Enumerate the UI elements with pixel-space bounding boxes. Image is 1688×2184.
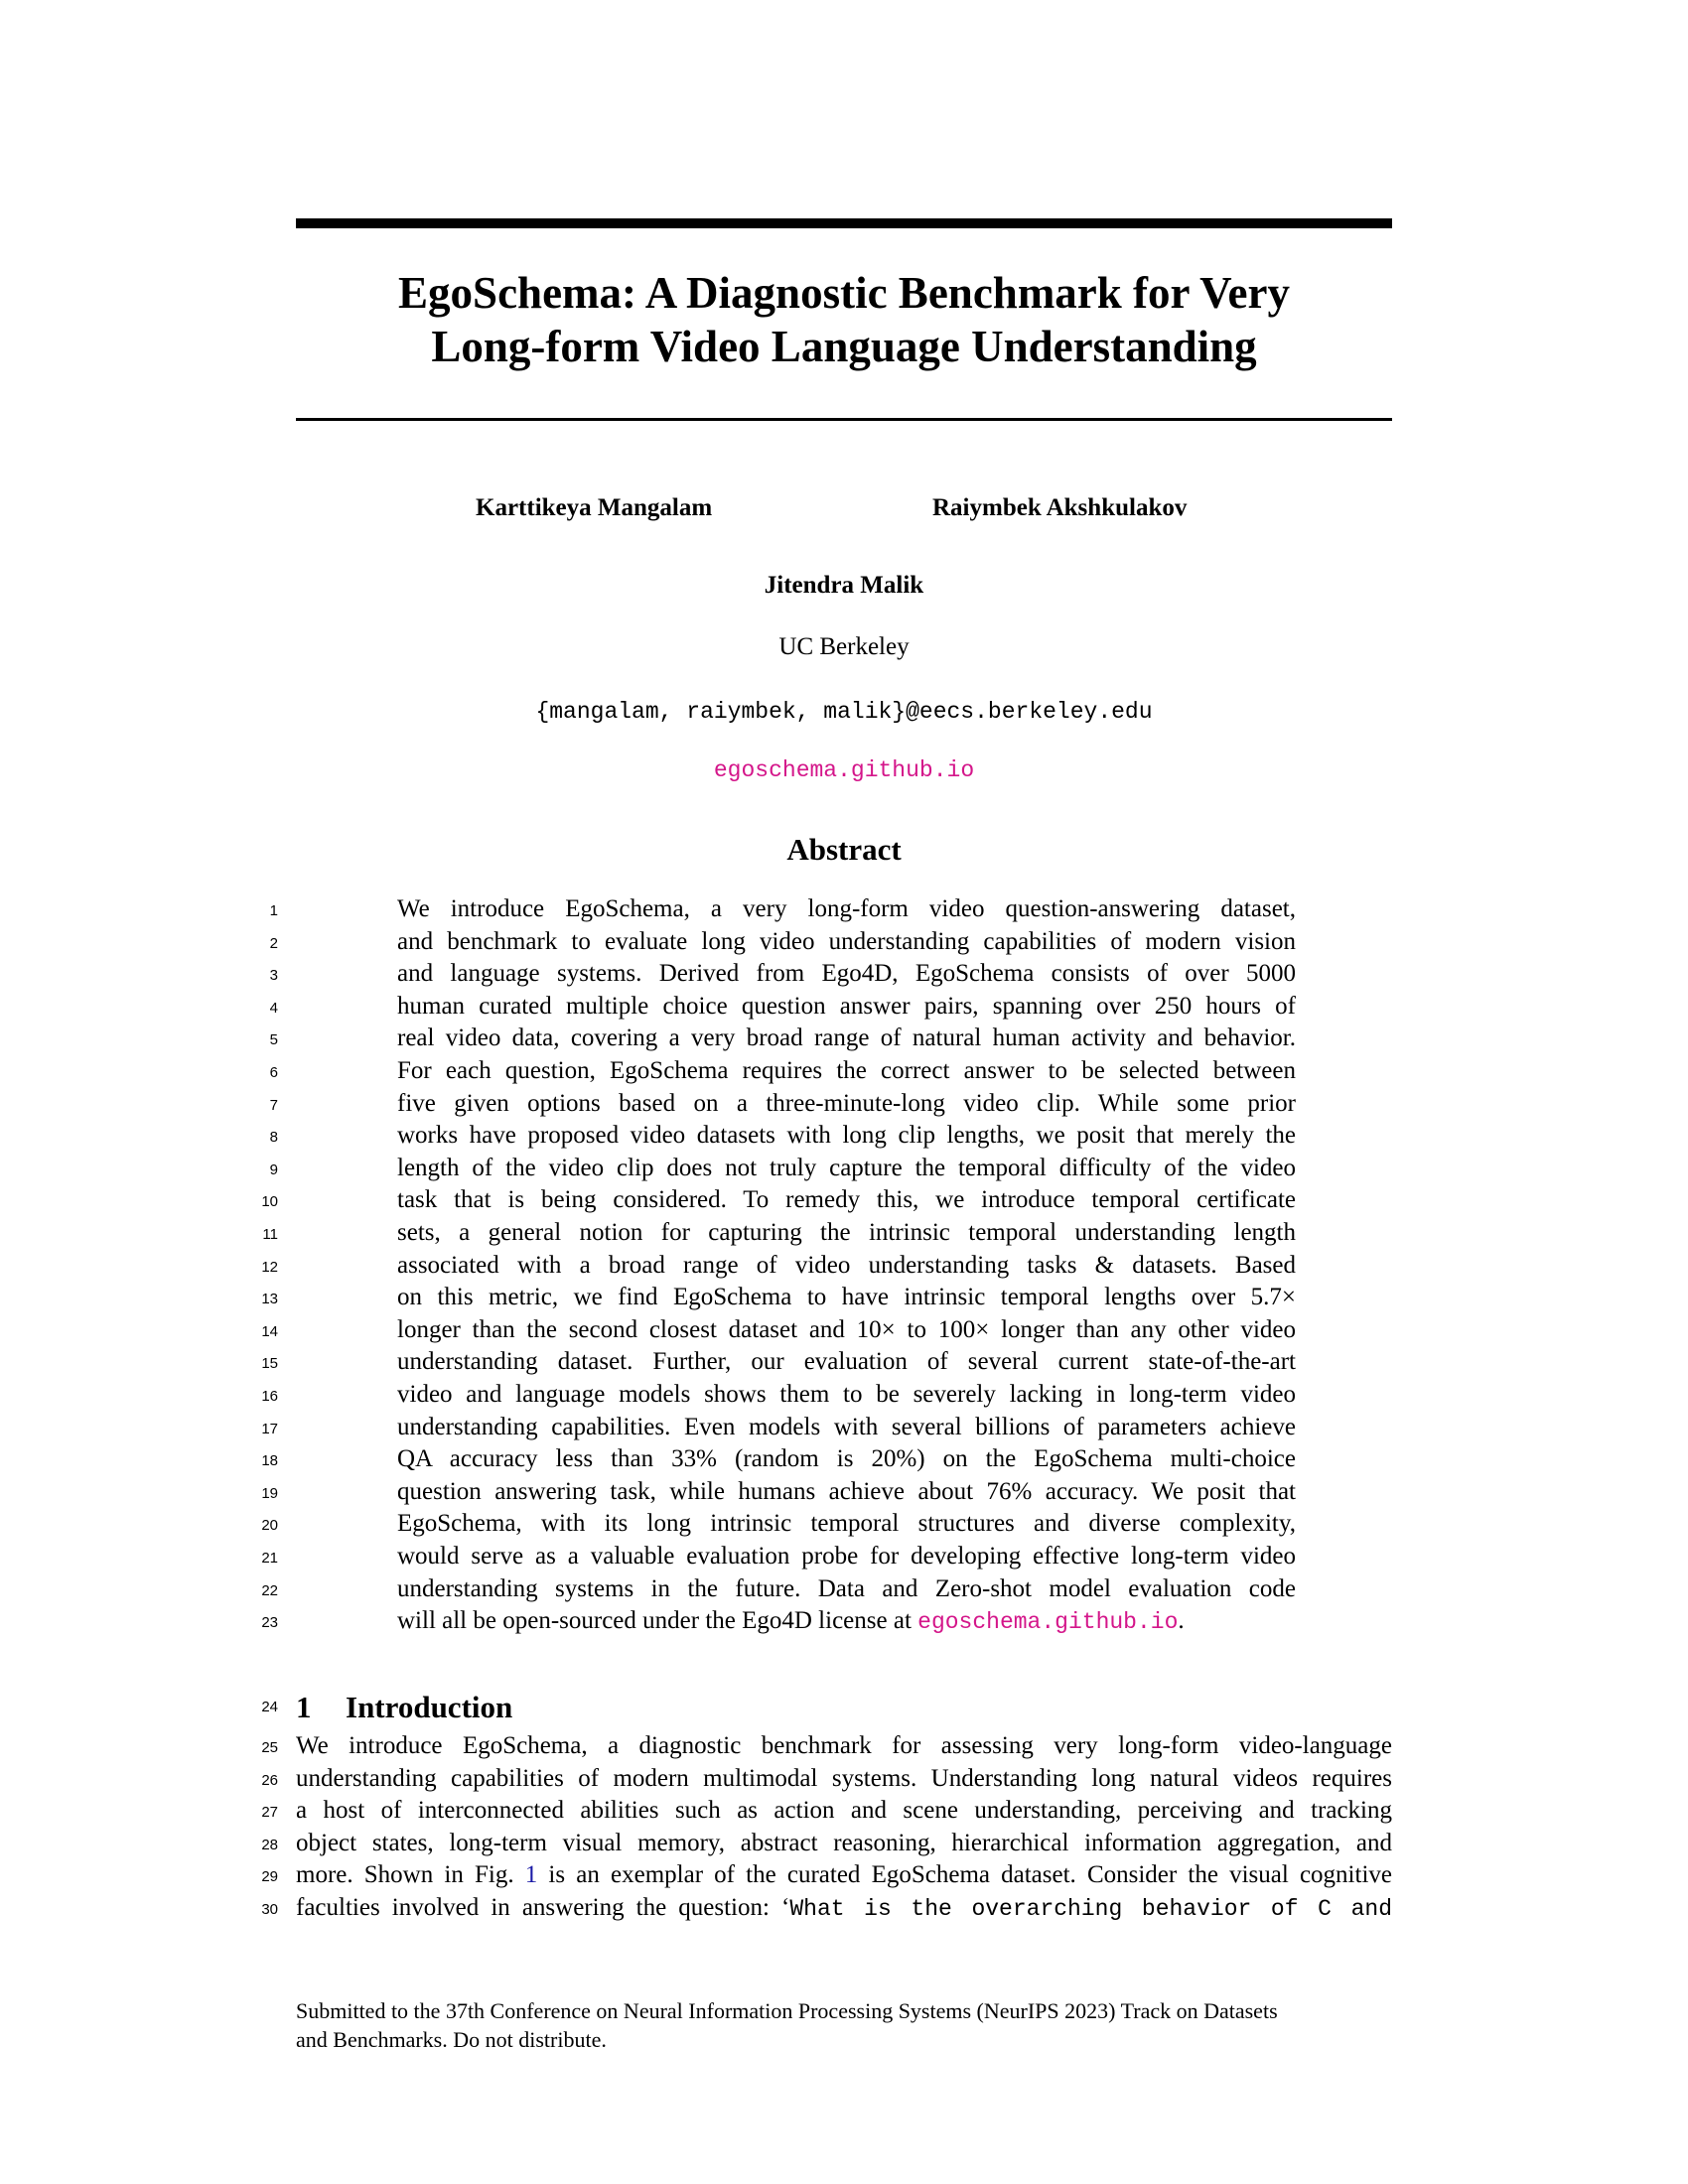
section-heading-introduction [296,1689,512,1726]
abstract-line: QA accuracy less than 33% (random is 20%) on the EgoSchema multi-choice [397,1445,1296,1473]
author-name: Jitendra Malik [764,572,924,599]
line-number: 28 [261,1836,278,1853]
line-number: 24 [261,1699,278,1715]
footnote-line: Submitted to the 37th Conference on Neural Information Processing Systems (NeurIPS 2023) Track on Datasets [296,1998,1278,2023]
author-name: Karttikeya Mangalam [476,494,713,521]
intro-line [296,1893,1392,1924]
abstract-line: EgoSchema, with its long intrinsic temporal structures and diverse complexity, [397,1510,1296,1538]
title-line-2: Long-form Video Language Understanding [431,322,1257,371]
line-number: 4 [269,999,278,1017]
title-bottom-rule [296,418,1392,421]
section-number: 1 [296,1690,312,1724]
line-number: 21 [261,1550,278,1567]
intro-line: We introduce EgoSchema, a diagnostic benchmark for assessing very long-form video-language [296,1732,1392,1759]
intro-line-text: more. Shown in Fig. [296,1861,525,1889]
line-number: 22 [261,1581,278,1599]
abstract-line: five given options based on a three-minute-long video clip. While some prior [397,1089,1296,1117]
line-number: 11 [262,1226,278,1243]
author-email: {mangalam, raiymbek, malik}@eecs.berkeley.edu [535,699,1153,725]
line-number: 1 [269,902,278,919]
title-top-rule [296,218,1392,228]
intro-line: a host of interconnected abilities such as action and scene understanding, perceiving and tracking [296,1797,1392,1825]
abstract-line: real video data, covering a very broad range of natural human activity and behavior. [397,1024,1296,1052]
line-number: 2 [269,934,278,952]
abstract-line: question answering task, while humans achieve about 76% accuracy. We posit that [397,1477,1296,1505]
abstract-line-text: will all be open-sourced under the Ego4D license at [397,1607,918,1635]
line-number: 3 [269,967,278,985]
line-number: 16 [261,1388,278,1405]
affiliation: UC Berkeley [778,633,910,660]
project-website-link[interactable]: egoschema.github.io [713,757,975,783]
line-number: 26 [261,1771,278,1789]
line-number: 29 [261,1868,278,1886]
line-number: 10 [261,1193,278,1211]
line-number: 27 [261,1804,278,1822]
abstract-line: and benchmark to evaluate long video understanding capabilities of modern vision [397,927,1296,955]
line-number: 30 [261,1901,278,1918]
abstract-line: video and language models shows them to be severely lacking in long-term video [397,1381,1296,1408]
submission-footnote [296,1996,1392,2054]
abstract-line [397,1606,1296,1637]
abstract-line: human curated multiple choice question answer pairs, spanning over 250 hours of [397,992,1296,1020]
intro-line: object states, long-term visual memory, abstract reasoning, hierarchical information aggregation, and [296,1829,1392,1856]
line-number: 12 [261,1258,278,1276]
abstract-heading: Abstract [786,832,902,867]
line-number: 17 [261,1420,278,1437]
figure-reference-link[interactable]: 1 [524,1861,538,1889]
question-code-text: What is the overarching behavior of C and [789,1896,1392,1922]
line-number: 5 [269,1031,278,1049]
intro-line-text: is an exemplar of the curated EgoSchema dataset. Consider the visual cognitive [537,1861,1392,1889]
line-number: 7 [269,1096,278,1114]
line-number: 20 [261,1517,278,1535]
abstract-line: and language systems. Derived from Ego4D, EgoSchema consists of over 5000 [397,960,1296,988]
abstract-line-text: . [1178,1607,1185,1635]
abstract-line: associated with a broad range of video understanding tasks & datasets. Based [397,1251,1296,1279]
intro-line-text: faculties involved in answering the question: ‘ [296,1894,790,1921]
line-number: 8 [269,1129,278,1147]
project-website-link[interactable]: egoschema.github.io [917,1609,1179,1636]
line-number: 14 [261,1322,278,1340]
line-number: 9 [269,1160,278,1178]
abstract-line: longer than the second closest dataset and 10× to 100× longer than any other video [397,1315,1296,1343]
line-number: 23 [261,1614,278,1632]
abstract-line: works have proposed video datasets with long clip lengths, we posit that merely the [397,1122,1296,1150]
author-name: Raiymbek Akshkulakov [932,494,1188,521]
line-number: 15 [261,1355,278,1373]
intro-line [296,1860,1392,1890]
abstract-line: understanding dataset. Further, our evaluation of several current state-of-the-art [397,1348,1296,1376]
abstract-line: understanding systems in the future. Data and Zero-shot model evaluation code [397,1574,1296,1602]
line-number: 19 [261,1484,278,1502]
footnote-line: and Benchmarks. Do not distribute. [296,2027,607,2052]
line-number: 18 [261,1452,278,1470]
line-number: 25 [261,1739,278,1756]
abstract-line: We introduce EgoSchema, a very long-form video question-answering dataset, [397,895,1296,922]
authors-row [296,494,1392,534]
abstract-line: would serve as a valuable evaluation probe for developing effective long-term video [397,1543,1296,1570]
abstract-line: length of the video clip does not truly capture the temporal difficulty of the video [397,1154,1296,1181]
line-number: 6 [269,1064,278,1081]
abstract-line: understanding capabilities. Even models with several billions of parameters achieve [397,1413,1296,1440]
abstract-line: task that is being considered. To remedy this, we introduce temporal certificate [397,1186,1296,1214]
intro-line: understanding capabilities of modern multimodal systems. Understanding long natural videos requires [296,1764,1392,1792]
title-line-1: EgoSchema: A Diagnostic Benchmark for Very [398,268,1290,318]
abstract-line: For each question, EgoSchema requires the correct answer to be selected between [397,1057,1296,1084]
section-title: Introduction [346,1690,513,1724]
paper-title [296,266,1392,373]
abstract-line: sets, a general notion for capturing the intrinsic temporal understanding length [397,1219,1296,1246]
abstract-line: on this metric, we find EgoSchema to have intrinsic temporal lengths over 5.7× [397,1284,1296,1311]
line-number: 13 [261,1291,278,1308]
